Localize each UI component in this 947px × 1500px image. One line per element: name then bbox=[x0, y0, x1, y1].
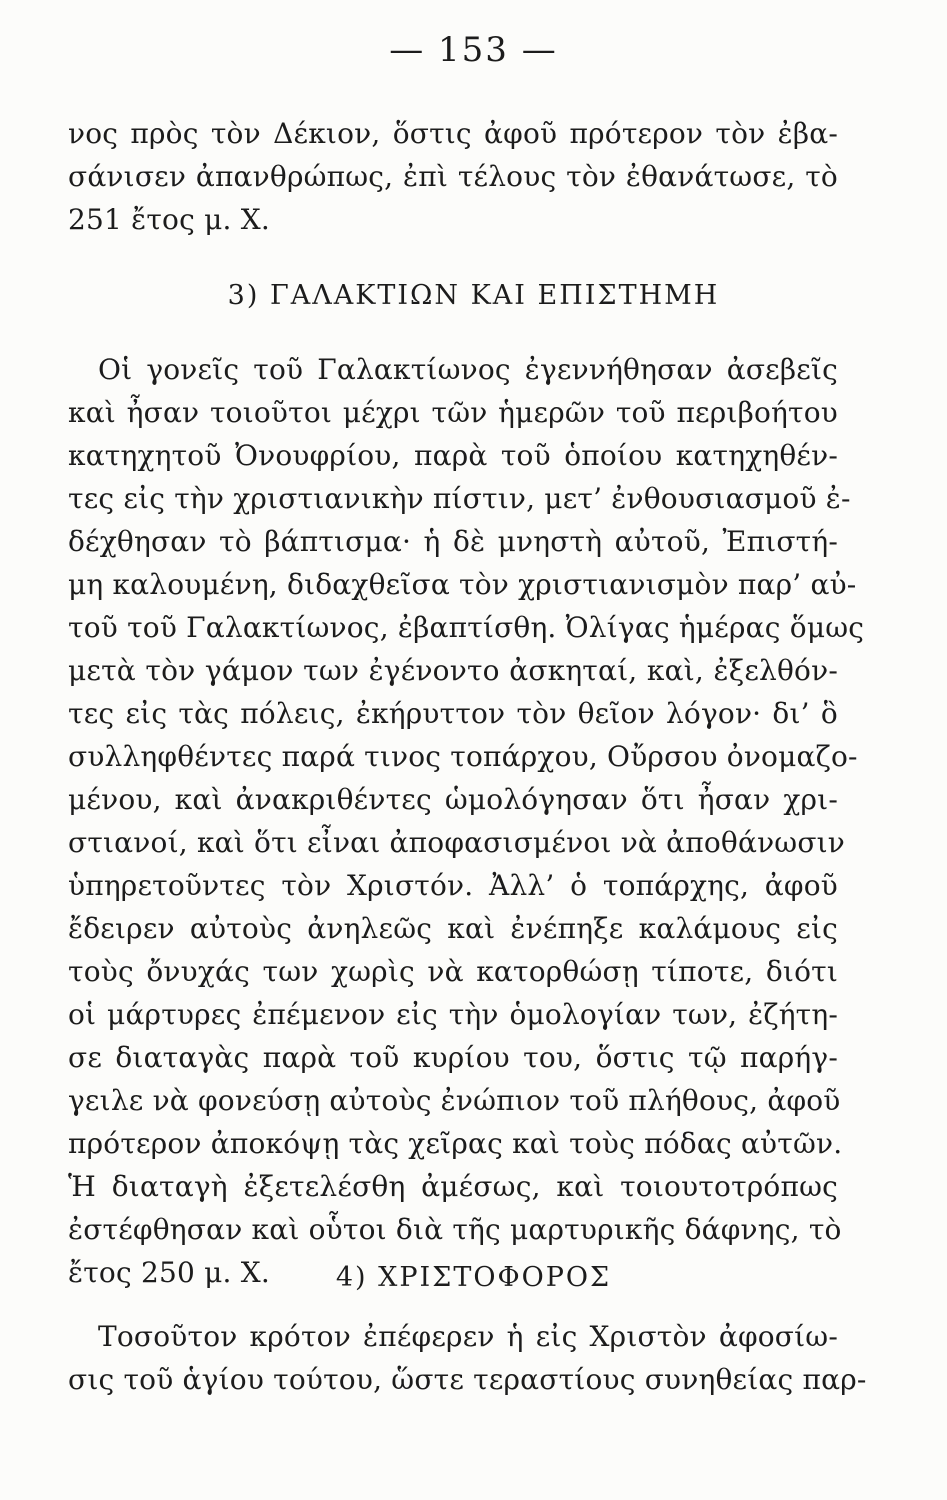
text-line: Οἱ γονεῖς τοῦ Γαλακτίωνος ἐγεννήθησαν ἀσεβεῖς bbox=[98, 353, 838, 386]
text-line: στιανοί, καὶ ὅτι εἶναι ἀποφασισμένοι νὰ ἀποθάνωσιν bbox=[68, 826, 846, 859]
text-line: τες εἰς τὰς πόλεις, ἐκήρυττον τὸν θεῖον λόγον· δι’ ὃ bbox=[68, 697, 838, 730]
text-line: οἱ μάρτυρες ἐπέμενον εἰς τὴν ὁμολογίαν των, ἐζήτη- bbox=[68, 998, 838, 1031]
text-line: τες εἰς τὴν χριστιανικὴν πίστιν, μετ’ ἐνθουσιασμοῦ ἐ- bbox=[68, 482, 851, 515]
text-line: καὶ ἦσαν τοιοῦτοι μέχρι τῶν ἡμερῶν τοῦ περιβοήτου bbox=[68, 396, 838, 429]
text-line: σις τοῦ ἁγίου τούτου, ὥστε τεραστίους συνηθείας παρ- bbox=[68, 1363, 867, 1396]
section-paragraph-galaktion bbox=[68, 348, 865, 1294]
text-line: σε διαταγὰς παρὰ τοῦ κυρίου του, ὅστις τῷ παρήγ- bbox=[68, 1041, 838, 1074]
text-line: δέχθησαν τὸ βάπτισμα· ἡ δὲ μνηστὴ αὐτοῦ, Ἐπιστή- bbox=[68, 525, 838, 558]
text-line: ἔτος 250 μ. Χ. bbox=[68, 1256, 270, 1289]
section-heading-christophoros: 4) ΧΡΙΣΤΟΦΟΡΟΣ bbox=[335, 1262, 612, 1293]
intro-paragraph bbox=[68, 112, 838, 241]
text-line: συλληφθέντες παρά τινος τοπάρχου, Οὔρσου ὀνομαζο- bbox=[68, 740, 858, 773]
text-line: τοὺς ὄνυχάς των χωρὶς νὰ κατορθώσῃ τίποτε, διότι bbox=[68, 955, 838, 988]
text-line: μη καλουμένη, διδαχθεῖσα τὸν χριστιανισμὸν παρ’ αὐ- bbox=[68, 568, 857, 601]
text-line: Ἡ διαταγὴ ἐξετελέσθη ἀμέσως, καὶ τοιουτοτρόπως bbox=[68, 1170, 838, 1203]
section-heading-galaktion: 3) ΓΑΛΑΚΤΙΩΝ ΚΑΙ ΕΠΙΣΤΗΜΗ bbox=[227, 280, 720, 311]
text-line: σάνισεν ἀπανθρώπως, ἐπὶ τέλους τὸν ἐθανάτωσε, τὸ bbox=[68, 160, 838, 193]
text-line: 251 ἔτος μ. Χ. bbox=[68, 203, 270, 236]
text-line: Τοσοῦτον κρότον ἐπέφερεν ἡ εἰς Χριστὸν ἀφοσίω- bbox=[98, 1320, 838, 1353]
text-line: ὑπηρετοῦντες τὸν Χριστόν. Ἀλλ’ ὁ τοπάρχης, ἀφοῦ bbox=[68, 869, 838, 902]
text-line: μένου, καὶ ἀνακριθέντες ὡμολόγησαν ὅτι ἦσαν χρι- bbox=[68, 783, 838, 816]
text-line: ἔδειρεν αὐτοὺς ἀνηλεῶς καὶ ἐνέπηξε καλάμους εἰς bbox=[68, 912, 838, 945]
text-line: τοῦ τοῦ Γαλακτίωνος, ἐβαπτίσθη. Ὀλίγας ἡμέρας ὅμως bbox=[68, 611, 865, 644]
page-number: — 153 — bbox=[389, 30, 558, 70]
text-line: πρότερον ἀποκόψῃ τὰς χεῖρας καὶ τοὺς πόδας αὐτῶν. bbox=[68, 1127, 843, 1160]
text-line: μετὰ τὸν γάμον των ἐγένοντο ἀσκηταί, καὶ, ἐξελθόν- bbox=[68, 654, 838, 687]
text-line: νος πρὸς τὸν Δέκιον, ὅστις ἀφοῦ πρότερον τὸν ἐβα- bbox=[68, 117, 838, 150]
section-paragraph-christophoros bbox=[68, 1315, 867, 1401]
text-line: ἐστέφθησαν καὶ οὗτοι διὰ τῆς μαρτυρικῆς δάφνης, τὸ bbox=[68, 1213, 842, 1246]
text-line: γειλε νὰ φονεύσῃ αὐτοὺς ἐνώπιον τοῦ πλήθους, ἀφοῦ bbox=[68, 1084, 841, 1117]
text-line: κατηχητοῦ Ὀνουφρίου, παρὰ τοῦ ὁποίου κατηχηθέν- bbox=[68, 439, 838, 472]
